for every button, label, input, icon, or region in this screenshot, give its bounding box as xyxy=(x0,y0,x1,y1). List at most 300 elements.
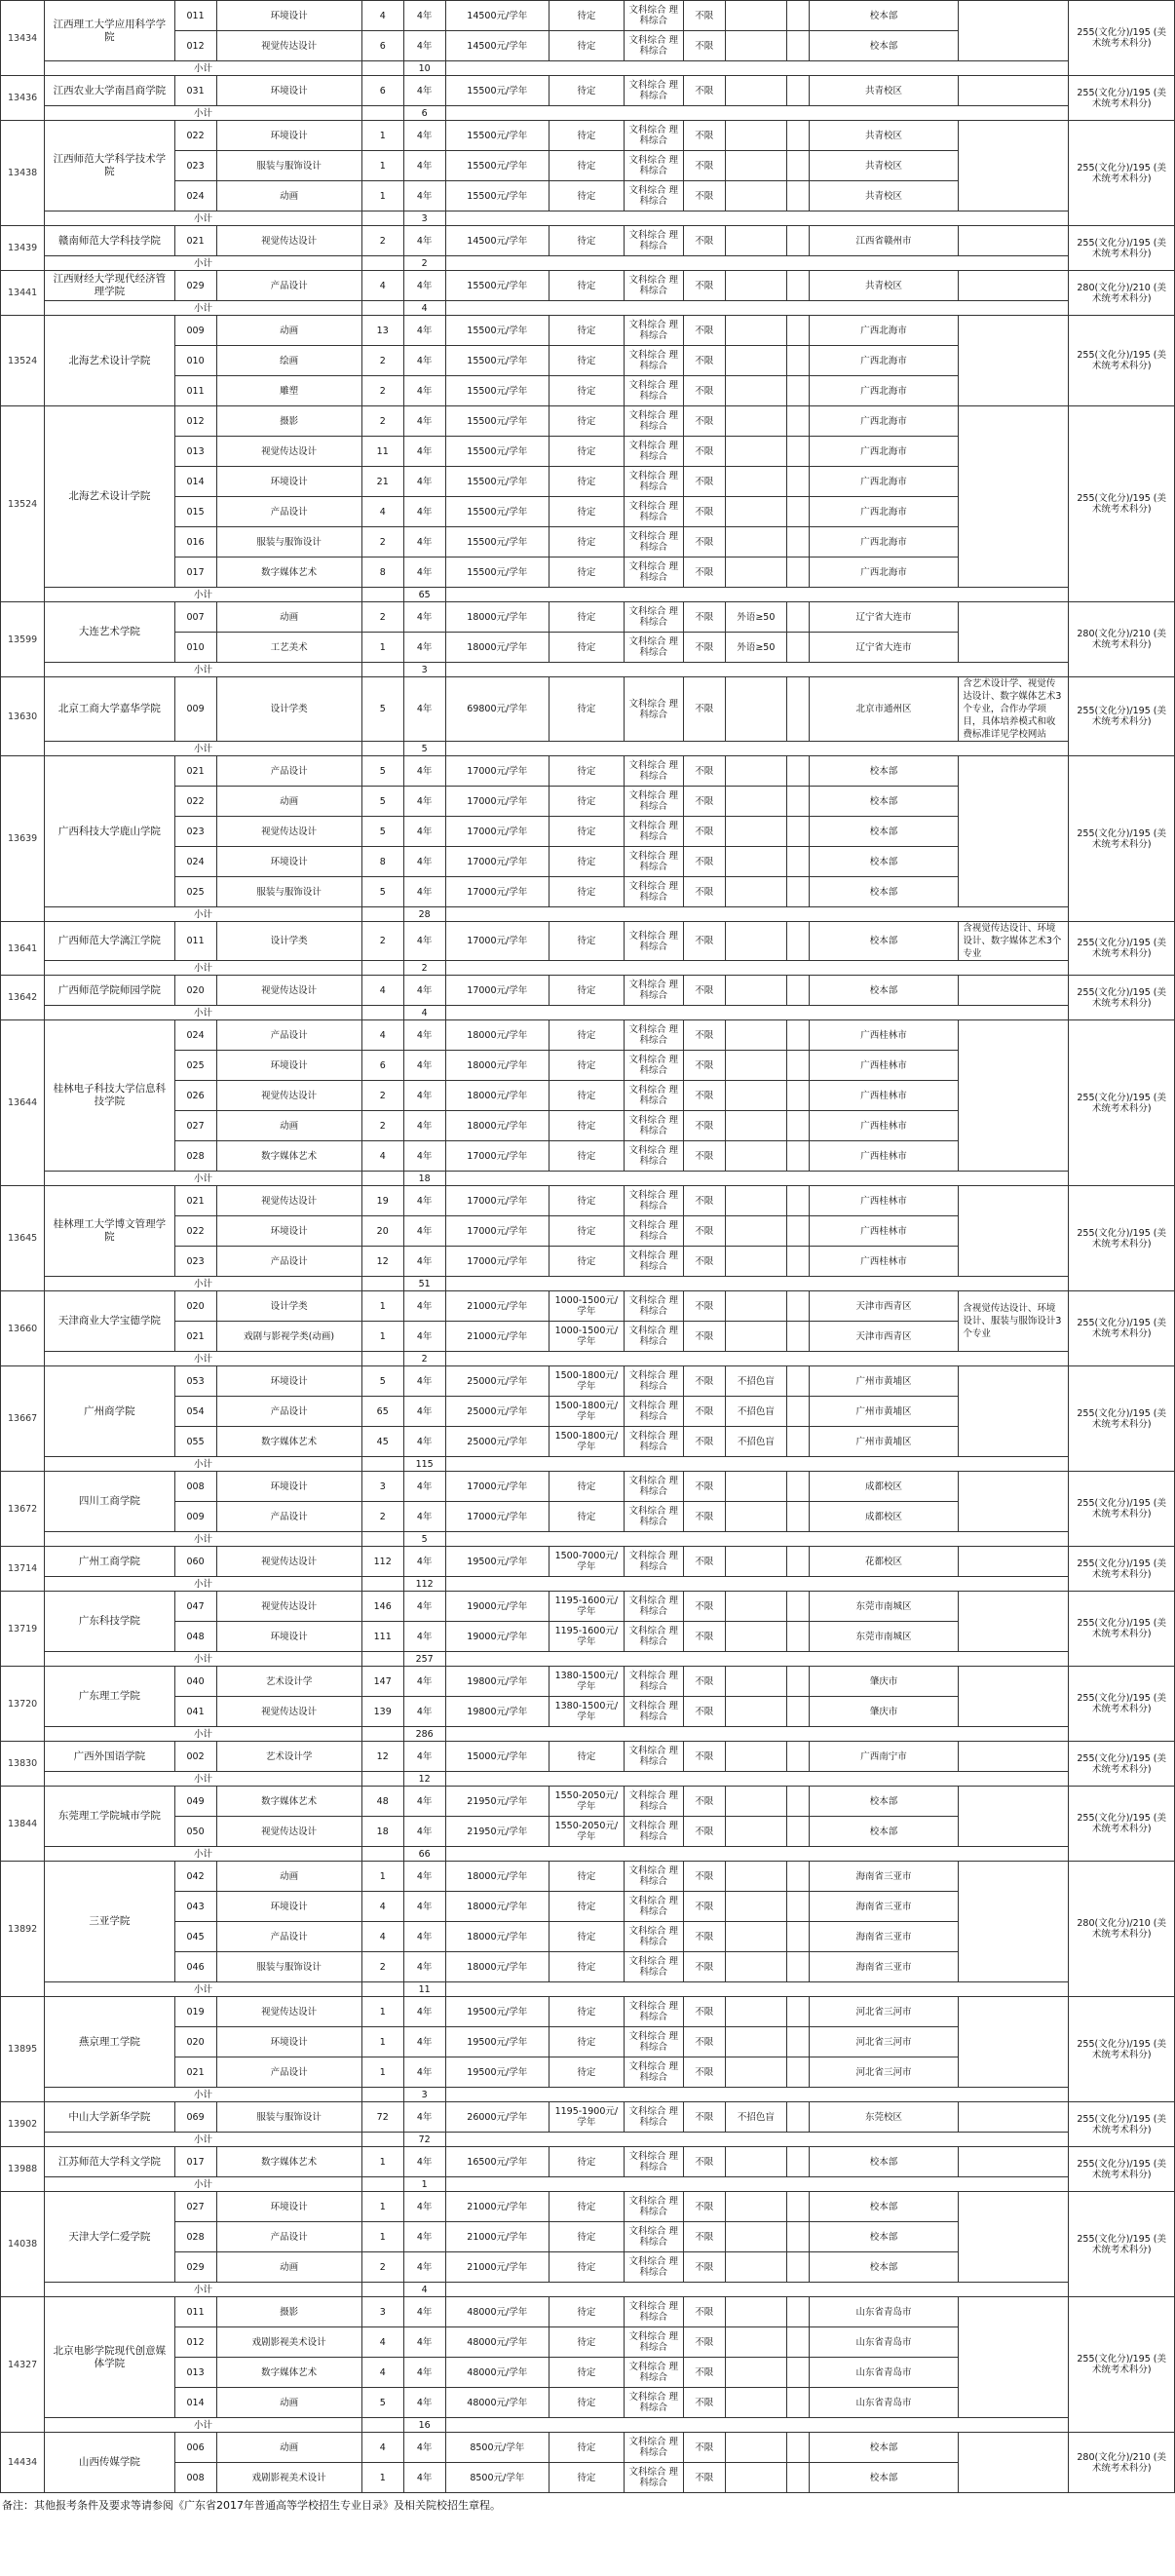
subtotal-blank xyxy=(361,1532,403,1547)
subtotal-blank xyxy=(361,2088,403,2102)
campus-location: 广西北海市 xyxy=(809,467,959,497)
tuition-fee: 19800元/学年 xyxy=(445,1667,549,1697)
plan-count: 1 xyxy=(361,121,403,151)
subtotal-blank-wide xyxy=(445,211,1174,226)
study-years: 4年 xyxy=(403,1817,445,1847)
exam-subjects: 文科综合 理科综合 xyxy=(624,877,683,907)
exam-subjects: 文科综合 理科综合 xyxy=(624,2358,683,2388)
campus-location: 天津市西青区 xyxy=(809,1291,959,1322)
major-code: 012 xyxy=(174,2327,216,2358)
plan-count: 1 xyxy=(361,181,403,211)
exam-subjects: 文科综合 理科综合 xyxy=(624,1592,683,1622)
foreign-language-limit: 不限 xyxy=(683,497,725,527)
admission-condition xyxy=(725,376,786,406)
subtotal-value: 16 xyxy=(403,2418,445,2433)
admission-condition xyxy=(725,406,786,437)
admission-condition xyxy=(725,31,786,61)
blank-cell xyxy=(787,316,810,346)
campus-location: 山东省青岛市 xyxy=(809,2388,959,2418)
campus-location: 校本部 xyxy=(809,2222,959,2252)
plan-count: 19 xyxy=(361,1186,403,1216)
subtotal-blank xyxy=(361,1727,403,1742)
exam-subjects: 文科综合 理科综合 xyxy=(624,557,683,588)
subtotal-label: 小计 xyxy=(45,256,362,271)
campus-location: 共青校区 xyxy=(809,151,959,181)
tuition-fee: 17000元/学年 xyxy=(445,877,549,907)
study-years: 4年 xyxy=(403,1622,445,1652)
subtotal-label: 小计 xyxy=(45,2177,362,2192)
major-name: 雕塑 xyxy=(216,376,361,406)
major-name: 戏剧与影视学类(动画) xyxy=(216,1322,361,1352)
admission-condition xyxy=(725,2252,786,2283)
subtotal-blank-wide xyxy=(445,1652,1174,1667)
table-row xyxy=(1,677,1175,742)
min-score-line: 255(文化分)/195 (美术统考术科分) xyxy=(1069,2102,1175,2147)
min-score-line: 255(文化分)/195 (美术统考术科分) xyxy=(1069,1592,1175,1667)
exam-subjects: 文科综合 理科综合 xyxy=(624,1742,683,1772)
campus-location: 山东省青岛市 xyxy=(809,2297,959,2327)
plan-count: 6 xyxy=(361,1051,403,1081)
subtotal-label: 小计 xyxy=(45,961,362,976)
major-code: 015 xyxy=(174,497,216,527)
foreign-language-limit: 不限 xyxy=(683,1111,725,1141)
subtotal-blank xyxy=(361,663,403,677)
tuition-fee: 19500元/学年 xyxy=(445,2027,549,2057)
blank-cell xyxy=(787,527,810,557)
admission-condition xyxy=(725,1622,786,1652)
blank-cell xyxy=(787,2297,810,2327)
blank-cell xyxy=(787,1787,810,1817)
major-name: 视觉传达设计 xyxy=(216,437,361,467)
subtotal-row xyxy=(1,301,1175,316)
foreign-language-limit: 不限 xyxy=(683,316,725,346)
tuition-fee: 16500元/学年 xyxy=(445,2147,549,2177)
tuition-fee: 17000元/学年 xyxy=(445,817,549,847)
subtotal-blank xyxy=(361,2177,403,2192)
blank-cell xyxy=(787,2358,810,2388)
major-code: 046 xyxy=(174,1952,216,1982)
study-years: 4年 xyxy=(403,602,445,633)
admission-condition xyxy=(725,756,786,787)
admission-condition xyxy=(725,1667,786,1697)
min-score-line: 255(文化分)/195 (美术统考术科分) xyxy=(1069,316,1175,406)
admission-condition xyxy=(725,1502,786,1532)
admission-condition: 不招色盲 xyxy=(725,1427,786,1457)
campus-location: 校本部 xyxy=(809,2192,959,2222)
major-name: 服装与服饰设计 xyxy=(216,877,361,907)
foreign-language-limit: 不限 xyxy=(683,1186,725,1216)
subtotal-blank xyxy=(361,1277,403,1291)
campus-location: 广西北海市 xyxy=(809,557,959,588)
subtotal-value: 10 xyxy=(403,61,445,76)
dorm-fee: 待定 xyxy=(549,76,624,106)
plan-count: 4 xyxy=(361,2327,403,2358)
campus-location: 校本部 xyxy=(809,2433,959,2463)
campus-location: 海南省三亚市 xyxy=(809,1952,959,1982)
study-years: 4年 xyxy=(403,756,445,787)
school-code: 13720 xyxy=(1,1667,45,1742)
campus-location: 海南省三亚市 xyxy=(809,1892,959,1922)
subtotal-label: 小计 xyxy=(45,2133,362,2147)
plan-count: 45 xyxy=(361,1427,403,1457)
major-name: 视觉传达设计 xyxy=(216,1081,361,1111)
tuition-fee: 21950元/学年 xyxy=(445,1817,549,1847)
school-code: 13844 xyxy=(1,1787,45,1862)
subtotal-blank-wide xyxy=(445,1457,1174,1472)
subtotal-value: 28 xyxy=(403,907,445,922)
table-row xyxy=(1,2147,1175,2177)
blank-cell xyxy=(787,121,810,151)
remark-note xyxy=(959,2297,1069,2418)
exam-subjects: 文科综合 理科综合 xyxy=(624,76,683,106)
blank-cell xyxy=(787,877,810,907)
table-row xyxy=(1,1020,1175,1051)
school-code: 13719 xyxy=(1,1592,45,1667)
min-score-line: 280(文化分)/210 (美术统考术科分) xyxy=(1069,271,1175,316)
study-years: 4年 xyxy=(403,787,445,817)
foreign-language-limit: 不限 xyxy=(683,2147,725,2177)
foreign-language-limit: 不限 xyxy=(683,1081,725,1111)
major-code: 022 xyxy=(174,1216,216,1247)
remark-note xyxy=(959,406,1069,588)
major-code: 013 xyxy=(174,437,216,467)
major-name: 环境设计 xyxy=(216,1622,361,1652)
study-years: 4年 xyxy=(403,406,445,437)
foreign-language-limit: 不限 xyxy=(683,602,725,633)
admission-condition xyxy=(725,1952,786,1982)
tuition-fee: 15500元/学年 xyxy=(445,346,549,376)
blank-cell xyxy=(787,1,810,31)
subtotal-blank xyxy=(361,2283,403,2297)
table-row xyxy=(1,602,1175,633)
exam-subjects: 文科综合 理科综合 xyxy=(624,1051,683,1081)
exam-subjects: 文科综合 理科综合 xyxy=(624,2297,683,2327)
tuition-fee: 18000元/学年 xyxy=(445,1020,549,1051)
foreign-language-limit: 不限 xyxy=(683,1216,725,1247)
major-code: 017 xyxy=(174,2147,216,2177)
blank-cell xyxy=(787,1862,810,1892)
subtotal-row xyxy=(1,2133,1175,2147)
major-name: 环境设计 xyxy=(216,1366,361,1397)
blank-cell xyxy=(787,376,810,406)
major-name: 戏剧影视美术设计 xyxy=(216,2327,361,2358)
major-name: 艺术设计学 xyxy=(216,1742,361,1772)
subtotal-row xyxy=(1,1577,1175,1592)
foreign-language-limit: 不限 xyxy=(683,1862,725,1892)
subtotal-blank-wide xyxy=(445,1577,1174,1592)
subtotal-row xyxy=(1,742,1175,756)
foreign-language-limit: 不限 xyxy=(683,1141,725,1172)
foreign-language-limit: 不限 xyxy=(683,976,725,1006)
major-name: 产品设计 xyxy=(216,1020,361,1051)
exam-subjects: 文科综合 理科综合 xyxy=(624,181,683,211)
subtotal-blank xyxy=(361,211,403,226)
campus-location: 广西北海市 xyxy=(809,346,959,376)
study-years: 4年 xyxy=(403,2192,445,2222)
exam-subjects: 文科综合 理科综合 xyxy=(624,1141,683,1172)
major-code: 009 xyxy=(174,677,216,742)
study-years: 4年 xyxy=(403,2388,445,2418)
subtotal-blank xyxy=(361,2133,403,2147)
subtotal-row xyxy=(1,2177,1175,2192)
study-years: 4年 xyxy=(403,922,445,961)
major-name: 环境设计 xyxy=(216,121,361,151)
admission-condition xyxy=(725,1742,786,1772)
blank-cell xyxy=(787,2388,810,2418)
tuition-fee: 18000元/学年 xyxy=(445,1081,549,1111)
dorm-fee: 待定 xyxy=(549,2057,624,2088)
campus-location: 成都校区 xyxy=(809,1472,959,1502)
study-years: 4年 xyxy=(403,121,445,151)
blank-cell xyxy=(787,817,810,847)
blank-cell xyxy=(787,2147,810,2177)
major-code: 009 xyxy=(174,316,216,346)
tuition-fee: 15500元/学年 xyxy=(445,316,549,346)
major-name: 设计学类 xyxy=(216,1291,361,1322)
major-name: 环境设计 xyxy=(216,2027,361,2057)
admission-condition xyxy=(725,1862,786,1892)
admission-condition xyxy=(725,976,786,1006)
subtotal-label: 小计 xyxy=(45,1847,362,1862)
blank-cell xyxy=(787,1141,810,1172)
subtotal-blank xyxy=(361,1352,403,1366)
admission-condition xyxy=(725,1472,786,1502)
study-years: 4年 xyxy=(403,226,445,256)
exam-subjects: 文科综合 理科综合 xyxy=(624,527,683,557)
plan-count: 3 xyxy=(361,1472,403,1502)
min-score-line: 255(文化分)/195 (美术统考术科分) xyxy=(1069,2192,1175,2297)
table-row xyxy=(1,2102,1175,2133)
subtotal-row xyxy=(1,1982,1175,1997)
remark-note xyxy=(959,1667,1069,1727)
school-name: 桂林电子科技大学信息科技学院 xyxy=(45,1020,174,1172)
major-code: 014 xyxy=(174,2388,216,2418)
major-name: 服装与服饰设计 xyxy=(216,1952,361,1982)
tuition-fee: 15500元/学年 xyxy=(445,557,549,588)
subtotal-value: 18 xyxy=(403,1172,445,1186)
dorm-fee: 1380-1500元/学年 xyxy=(549,1667,624,1697)
admission-condition: 不招色盲 xyxy=(725,1366,786,1397)
foreign-language-limit: 不限 xyxy=(683,2102,725,2133)
blank-cell xyxy=(787,1592,810,1622)
admission-condition xyxy=(725,2297,786,2327)
exam-subjects: 文科综合 理科综合 xyxy=(624,1817,683,1847)
subtotal-value: 12 xyxy=(403,1772,445,1787)
remark-note xyxy=(959,1997,1069,2088)
campus-location: 校本部 xyxy=(809,1787,959,1817)
study-years: 4年 xyxy=(403,527,445,557)
blank-cell xyxy=(787,437,810,467)
dorm-fee: 待定 xyxy=(549,877,624,907)
subtotal-row xyxy=(1,588,1175,602)
subtotal-label: 小计 xyxy=(45,2418,362,2433)
study-years: 4年 xyxy=(403,1922,445,1952)
foreign-language-limit: 不限 xyxy=(683,1472,725,1502)
dorm-fee: 待定 xyxy=(549,2222,624,2252)
study-years: 4年 xyxy=(403,1216,445,1247)
school-name: 天津大学仁爱学院 xyxy=(45,2192,174,2283)
major-code: 025 xyxy=(174,1051,216,1081)
major-name: 视觉传达设计 xyxy=(216,1697,361,1727)
plan-count: 1 xyxy=(361,2147,403,2177)
study-years: 4年 xyxy=(403,1697,445,1727)
school-name: 赣南师范大学科技学院 xyxy=(45,226,174,256)
plan-count: 1 xyxy=(361,2057,403,2088)
dorm-fee: 待定 xyxy=(549,602,624,633)
foreign-language-limit: 不限 xyxy=(683,346,725,376)
plan-count: 1 xyxy=(361,2027,403,2057)
remark-note: 含视觉传达设计、环境设计、服装与服饰设计3个专业 xyxy=(959,1291,1069,1352)
school-code: 13714 xyxy=(1,1547,45,1592)
study-years: 4年 xyxy=(403,1020,445,1051)
admission-condition xyxy=(725,1697,786,1727)
tuition-fee: 17000元/学年 xyxy=(445,922,549,961)
admission-condition xyxy=(725,76,786,106)
exam-subjects: 文科综合 理科综合 xyxy=(624,1020,683,1051)
major-code: 069 xyxy=(174,2102,216,2133)
min-score-line: 255(文化分)/195 (美术统考术科分) xyxy=(1069,1291,1175,1366)
foreign-language-limit: 不限 xyxy=(683,1051,725,1081)
campus-location: 广西北海市 xyxy=(809,527,959,557)
major-code: 008 xyxy=(174,1472,216,1502)
subtotal-blank-wide xyxy=(445,2088,1174,2102)
major-code: 011 xyxy=(174,1,216,31)
study-years: 4年 xyxy=(403,271,445,301)
exam-subjects: 文科综合 理科综合 xyxy=(624,271,683,301)
plan-count: 2 xyxy=(361,1081,403,1111)
blank-cell xyxy=(787,1186,810,1216)
major-name: 动画 xyxy=(216,787,361,817)
plan-count: 20 xyxy=(361,1216,403,1247)
plan-count: 4 xyxy=(361,271,403,301)
school-name: 中山大学新华学院 xyxy=(45,2102,174,2133)
blank-cell xyxy=(787,31,810,61)
table-row xyxy=(1,2297,1175,2327)
exam-subjects: 文科综合 理科综合 xyxy=(624,1427,683,1457)
dorm-fee: 1380-1500元/学年 xyxy=(549,1697,624,1727)
dorm-fee: 待定 xyxy=(549,756,624,787)
min-score-line: 255(文化分)/195 (美术统考术科分) xyxy=(1069,922,1175,976)
subtotal-value: 3 xyxy=(403,663,445,677)
subtotal-blank-wide xyxy=(445,663,1174,677)
exam-subjects: 文科综合 理科综合 xyxy=(624,2388,683,2418)
dorm-fee: 待定 xyxy=(549,1472,624,1502)
admission-condition xyxy=(725,1111,786,1141)
school-name: 大连艺术学院 xyxy=(45,602,174,663)
blank-cell xyxy=(787,602,810,633)
plan-count: 2 xyxy=(361,527,403,557)
tuition-fee: 48000元/学年 xyxy=(445,2388,549,2418)
remark-note xyxy=(959,2192,1069,2283)
dorm-fee: 待定 xyxy=(549,677,624,742)
campus-location: 校本部 xyxy=(809,2147,959,2177)
min-score-line: 255(文化分)/195 (美术统考术科分) xyxy=(1069,121,1175,226)
foreign-language-limit: 不限 xyxy=(683,2192,725,2222)
school-name: 广东科技学院 xyxy=(45,1592,174,1652)
study-years: 4年 xyxy=(403,677,445,742)
dorm-fee: 待定 xyxy=(549,1020,624,1051)
major-name: 产品设计 xyxy=(216,1922,361,1952)
major-code: 019 xyxy=(174,1997,216,2027)
admission-condition xyxy=(725,2433,786,2463)
foreign-language-limit: 不限 xyxy=(683,2057,725,2088)
major-code: 026 xyxy=(174,1081,216,1111)
exam-subjects: 文科综合 理科综合 xyxy=(624,1622,683,1652)
min-score-line: 255(文化分)/195 (美术统考术科分) xyxy=(1069,2147,1175,2192)
campus-location: 广西桂林市 xyxy=(809,1141,959,1172)
exam-subjects: 文科综合 理科综合 xyxy=(624,497,683,527)
foreign-language-limit: 不限 xyxy=(683,181,725,211)
major-code: 012 xyxy=(174,31,216,61)
foreign-language-limit: 不限 xyxy=(683,787,725,817)
major-code: 029 xyxy=(174,271,216,301)
major-name: 数字媒体艺术 xyxy=(216,2147,361,2177)
plan-count: 4 xyxy=(361,1020,403,1051)
dorm-fee: 待定 xyxy=(549,226,624,256)
major-code: 060 xyxy=(174,1547,216,1577)
study-years: 4年 xyxy=(403,877,445,907)
admission-condition xyxy=(725,557,786,588)
exam-subjects: 文科综合 理科综合 xyxy=(624,633,683,663)
major-code: 024 xyxy=(174,847,216,877)
campus-location: 北京市通州区 xyxy=(809,677,959,742)
admission-condition xyxy=(725,2147,786,2177)
school-name: 广西外国语学院 xyxy=(45,1742,174,1772)
study-years: 4年 xyxy=(403,1787,445,1817)
campus-location: 校本部 xyxy=(809,787,959,817)
subtotal-value: 1 xyxy=(403,2177,445,2192)
exam-subjects: 文科综合 理科综合 xyxy=(624,1997,683,2027)
major-name: 视觉传达设计 xyxy=(216,1817,361,1847)
blank-cell xyxy=(787,1216,810,1247)
school-code: 14327 xyxy=(1,2297,45,2433)
plan-count: 5 xyxy=(361,1366,403,1397)
subtotal-blank xyxy=(361,1577,403,1592)
major-code: 013 xyxy=(174,2358,216,2388)
school-code: 13599 xyxy=(1,602,45,677)
plan-count: 4 xyxy=(361,1,403,31)
admission-condition xyxy=(725,346,786,376)
subtotal-row xyxy=(1,907,1175,922)
dorm-fee: 待定 xyxy=(549,922,624,961)
remark-note xyxy=(959,602,1069,663)
subtotal-label: 小计 xyxy=(45,211,362,226)
exam-subjects: 文科综合 理科综合 xyxy=(624,376,683,406)
exam-subjects: 文科综合 理科综合 xyxy=(624,1322,683,1352)
subtotal-row xyxy=(1,106,1175,121)
tuition-fee: 17000元/学年 xyxy=(445,1472,549,1502)
major-name: 环境设计 xyxy=(216,467,361,497)
plan-count: 21 xyxy=(361,467,403,497)
major-name: 摄影 xyxy=(216,406,361,437)
admission-condition xyxy=(725,2463,786,2493)
remark-note xyxy=(959,1592,1069,1652)
major-name: 艺术设计学 xyxy=(216,1667,361,1697)
study-years: 4年 xyxy=(403,316,445,346)
remark-note xyxy=(959,2147,1069,2177)
subtotal-blank xyxy=(361,961,403,976)
blank-cell xyxy=(787,677,810,742)
subtotal-label: 小计 xyxy=(45,1652,362,1667)
study-years: 4年 xyxy=(403,1472,445,1502)
subtotal-blank xyxy=(361,1457,403,1472)
school-code: 13439 xyxy=(1,226,45,271)
admission-condition xyxy=(725,2327,786,2358)
study-years: 4年 xyxy=(403,2358,445,2388)
study-years: 4年 xyxy=(403,2463,445,2493)
foreign-language-limit: 不限 xyxy=(683,1997,725,2027)
dorm-fee: 1000-1500元/学年 xyxy=(549,1322,624,1352)
